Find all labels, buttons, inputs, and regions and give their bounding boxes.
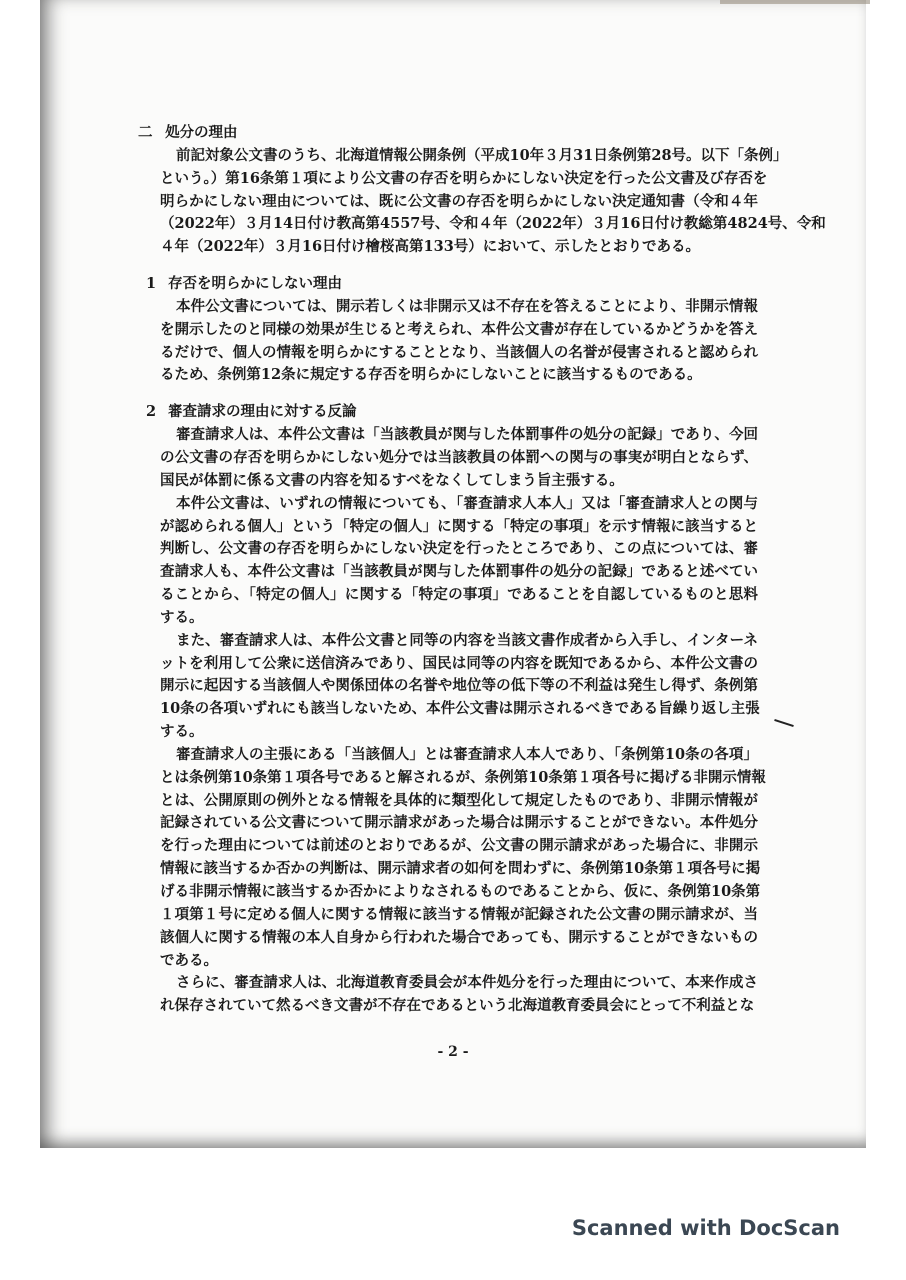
text-line: げる非開示情報に該当するか否かによりなされるものであることから、仮に、条例第10条第 [160,883,761,900]
section-number: 二 [138,124,153,141]
paragraph [160,972,758,1018]
text-line: 査請求人も、本件公文書は「当該教員が関与した体罰事件の処分の記録」であると述べてい [160,563,758,581]
text-line: である。 [160,951,218,969]
subsection-heading [146,273,758,296]
text-line: する。 [160,723,204,741]
text-line: とは、公開原則の例外となる情報を具体的に類型化して規定したものであり、非開示情報が [160,791,758,809]
subsection-title: 存否を明らかにしない理由 [168,275,342,293]
spacer [138,259,758,273]
text-line: が認められる個人」という「特定の個人」に関する「特定の事項」を示す情報に該当すると [160,517,758,535]
subsection-title: 審査請求の理由に対する反論 [168,403,357,421]
text-line: 前記対象公文書のうち、北海道情報公開条例（平成10年３月31日条例第28号。以下「条例」 [176,146,788,164]
text-line: また、審査請求人は、本件公文書と同等の内容を当該文書作成者から入手し、インターネ [176,631,758,649]
text-line: ることから、「特定の個人」に関する「特定の事項」であることを自認しているものと思料 [160,586,758,604]
text-line: ４年（2022年）３月16日付け檜桜高第133号）において、示したとおりである。 [160,238,701,256]
text-line: 本件公文書は、いずれの情報についても、「審査請求人本人」又は「審査請求人との関与 [176,494,758,512]
text-line: るだけで、個人の情報を明らかにすることとなり、当該個人の名誉が侵害されると認められ [160,343,758,361]
page-edge [720,0,870,4]
text-line: の公文書の存否を明らかにしない処分では当該教員の体罰への関与の事実が明白とならず、 [160,448,758,466]
text-line: 審査請求人の主張にある「当該個人」とは審査請求人本人であり、「条例第10条の各項」 [176,745,758,763]
paragraph [160,424,758,493]
spacer [138,387,758,401]
text-line: する。 [160,608,204,626]
document-body [138,122,826,1018]
text-line: さらに、審査請求人は、北海道教育委員会が本件処分を行った理由について、本来作成さ [176,974,758,992]
text-line: るため、条例第12条に規定する存否を明らかにしないことに該当するものである。 [160,366,702,384]
text-line: という。）第16条第１項により公文書の存否を明らかにしない決定を行った公文書及び存否を [160,169,768,187]
text-line: を行った理由については前述のとおりであるが、公文書の開示請求があった場合に、非開示 [160,837,758,855]
text-line: 明らかにしない理由については、既に公文書の存否を明らかにしない決定通知書（令和４年 [160,192,758,210]
text-line: 10条の各項いずれにも該当しないため、本件公文書は開示されるべきである旨繰り返し主張 [160,700,760,718]
subsections [138,259,766,1018]
text-line: とは条例第10条第１項各号であると解されるが、条例第10条第１項各号に掲げる非開示情報 [160,768,766,786]
text-line: を開示したのと同様の効果が生じると考えられ、本件公文書が存在しているかどうかを答え [160,320,758,338]
text-line: れ保存されていて然るべき文書が不存在であるという北海道教育委員会にとって不利益とな [160,997,755,1015]
paragraph [160,493,758,630]
text-line: 情報に該当するか否かの判断は、開示請求者の如何を問わずに、条例第10条第１項各号に掲 [160,860,761,878]
section-title: 処分の理由 [165,124,238,141]
text-line: 国民が体罰に係る文書の内容を知るすべをなくしてしまう旨主張する。 [160,471,624,489]
subsection-heading [146,401,758,424]
docscan-watermark: Scanned with DocScan [571,1216,840,1240]
intro-paragraph [160,145,826,259]
text-line: 該個人に関する情報の本人自身から行われた場合であっても、開示することができないもの [160,928,758,946]
text-line: 審査請求人は、本件公文書は「当該教員が関与した体罰事件の処分の記録」であり、今回 [176,426,758,444]
text-line: 記録されている公文書について開示請求があった場合は開示することができない。本件処分 [160,814,758,832]
text-line: 判断し、公文書の存否を明らかにしない決定を行ったところであり、この点については、審 [160,540,758,558]
text-line: 本件公文書については、開示若しくは非開示又は不存在を答えることにより、非開示情報 [176,297,758,315]
text-line: （2022年）３月14日付け教高第4557号、令和４年（2022年）３月16日付け教総第4824号、令和 [160,215,826,233]
text-line: ットを利用して公衆に送信済みであり、国民は同等の内容を既知であるから、本件公文書の [160,654,758,672]
section-heading [138,122,758,145]
paragraph [160,744,766,972]
subsection-number: 2 [146,403,157,421]
page-number: - 2 - [437,1044,469,1060]
paragraph [160,630,758,744]
paragraph [160,296,758,387]
subsection-number: 1 [146,275,157,293]
text-line: １項第１号に定める個人に関する情報に該当する情報が記録された公文書の開示請求が、当 [160,905,758,923]
text-line: 開示に起因する当該個人や関係団体の名誉や地位等の低下等の不利益は発生し得ず、条例第 [160,677,758,695]
